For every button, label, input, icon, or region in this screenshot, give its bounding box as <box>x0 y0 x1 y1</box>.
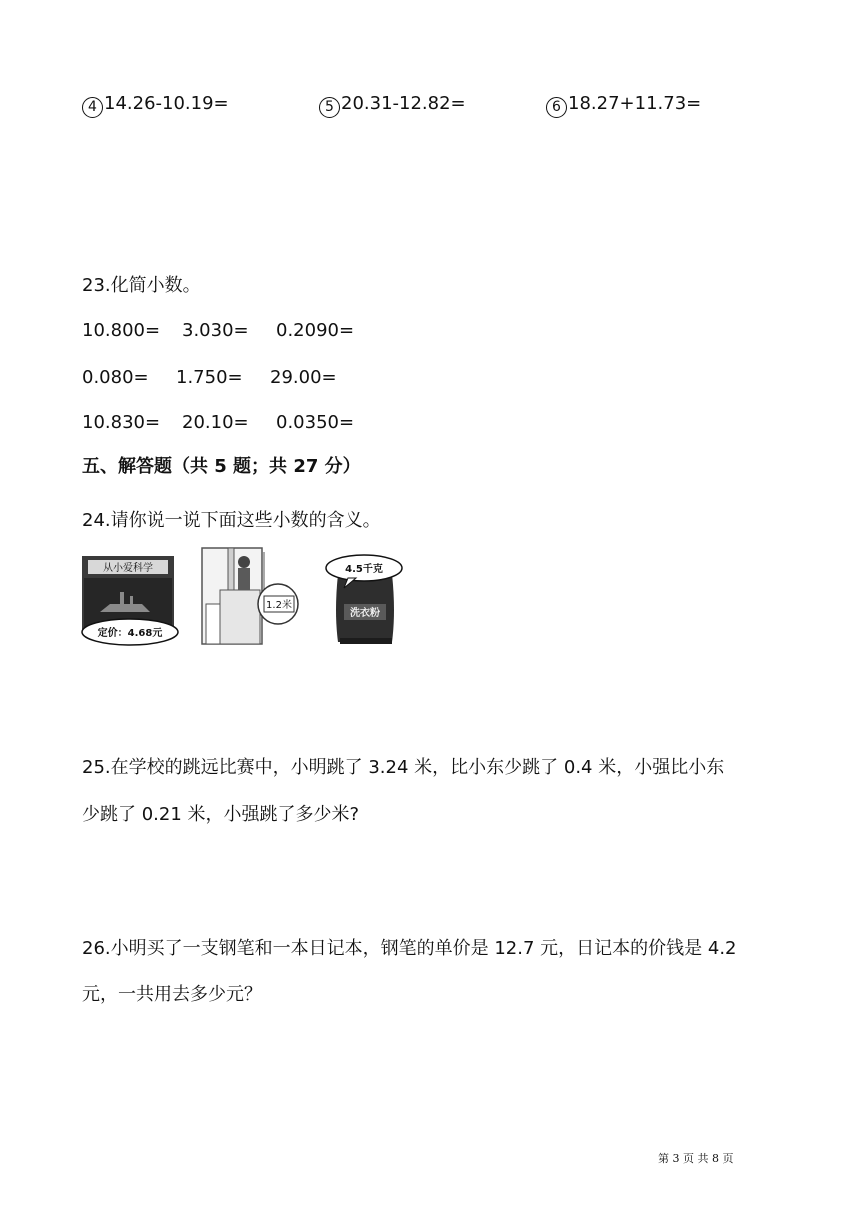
page-number: 第 3 页 共 8 页 <box>658 1152 734 1165</box>
q26-line-2: 元，一共用去多少元？ <box>82 984 262 1005</box>
q25-line-2: 少跳了 0.21 米，小强跳了多少米? <box>82 804 360 825</box>
section-heading: 五、解答题（共 5 题；共 27 分） <box>82 456 361 477</box>
q23-cell: 1.750= <box>176 367 243 388</box>
q22-item-5 <box>319 93 466 118</box>
q23-cell: 10.800= <box>82 320 161 341</box>
q25-line-1: 25.在学校的跳远比赛中，小明跳了 3.24 米，比小东少跳了 0.4 米，小强比小东 <box>82 757 725 778</box>
q23-cell: 0.080= <box>82 367 149 388</box>
q23-cell: 3.030= <box>182 320 249 341</box>
q22-item-4 <box>82 93 229 118</box>
expression: 14.26-10.19= <box>104 93 229 114</box>
expression: 20.31-12.82= <box>341 93 466 114</box>
detergent-bag-illustration <box>320 552 410 648</box>
q23-cell: 10.830= <box>82 412 161 433</box>
circled-number-6: 6 <box>546 97 567 118</box>
q23-cell: 0.2090= <box>276 320 355 341</box>
book-price: 定价：4.68元 <box>97 628 163 639</box>
q26-line-1: 26.小明买了一支钢笔和一本日记本，钢笔的单价是 12.7 元，日记本的价钱是 4.2 <box>82 938 737 959</box>
expression: 18.27+11.73= <box>568 93 702 114</box>
circled-number-5: 5 <box>319 97 340 118</box>
q24-title: 24.请你说一说下面这些小数的含义。 <box>82 510 381 531</box>
bag-name: 洗衣粉 <box>350 608 380 619</box>
q23-title: 23.化简小数。 <box>82 275 201 296</box>
height-label: 1.2米 <box>266 600 292 611</box>
q22-item-6 <box>546 93 701 118</box>
q23-cell: 20.10= <box>182 412 249 433</box>
height-illustration <box>200 546 300 650</box>
bag-weight: 4.5千克 <box>345 564 383 575</box>
book-illustration <box>80 552 180 648</box>
q23-cell: 0.0350= <box>276 412 355 433</box>
q23-cell: 29.00= <box>270 367 337 388</box>
book-title: 从小爱科学 <box>103 563 153 574</box>
circled-number-4: 4 <box>82 97 103 118</box>
